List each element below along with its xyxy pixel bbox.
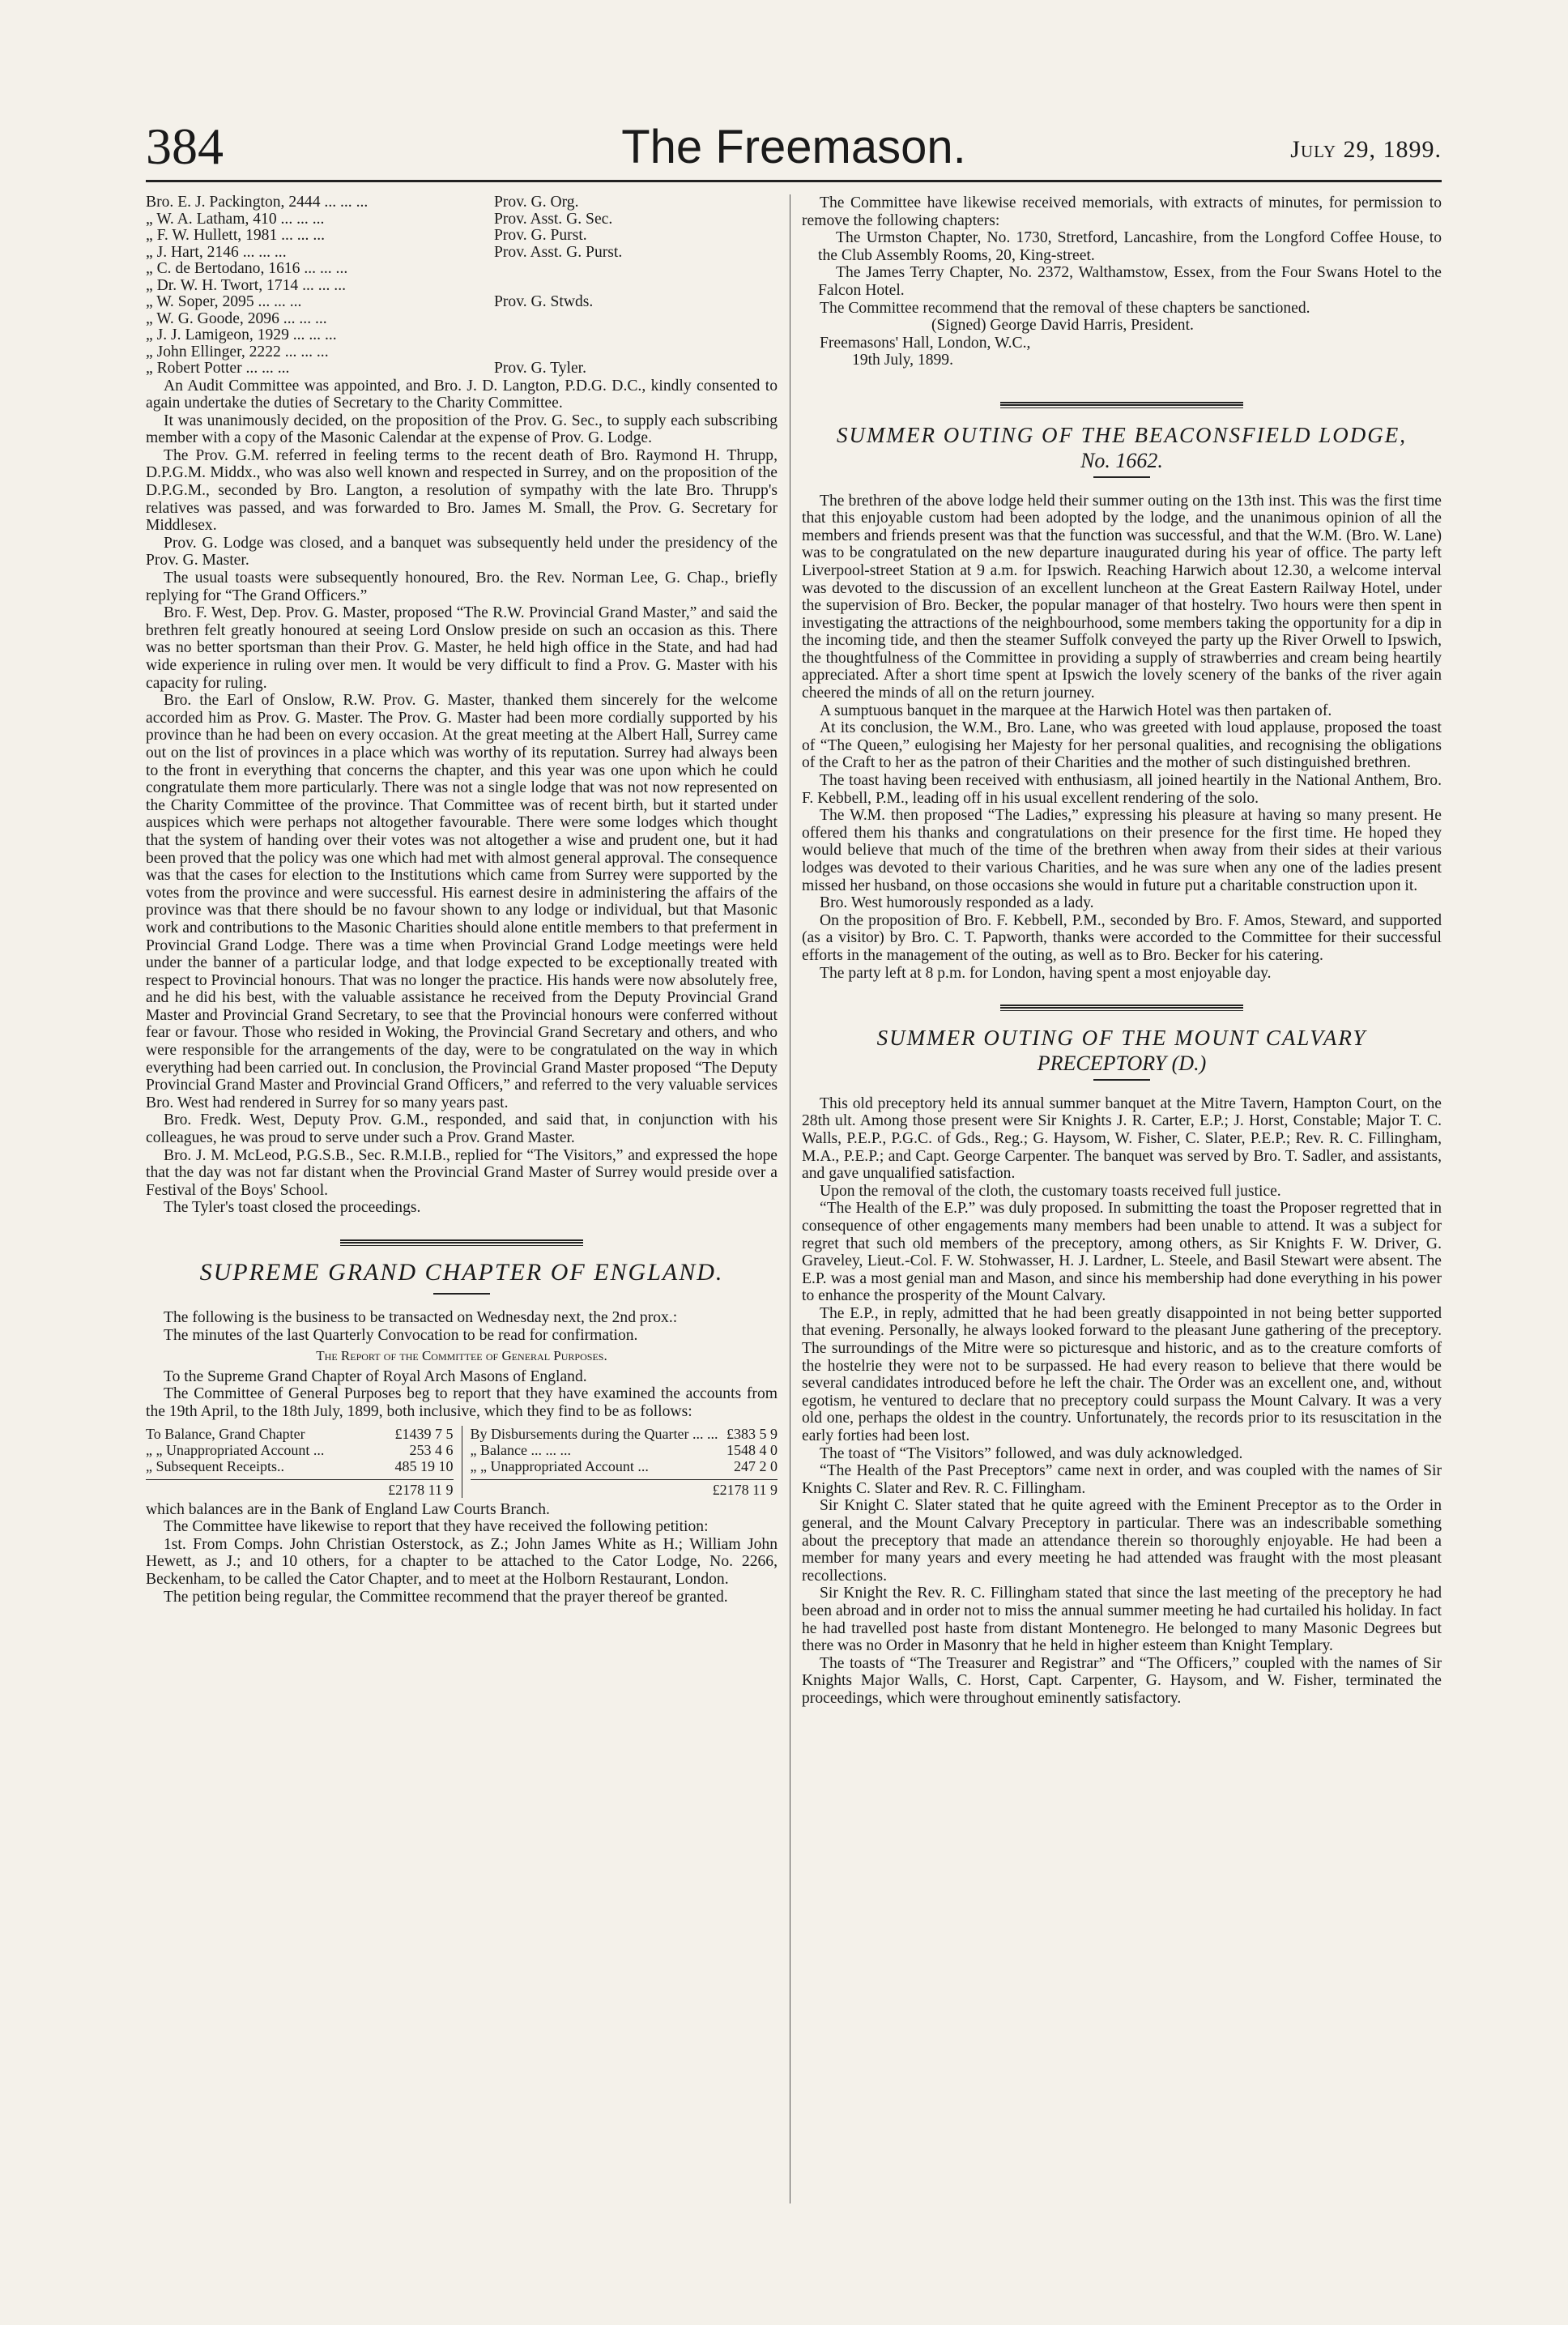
account-label: „ „ Unappropriated Account ...	[146, 1441, 325, 1458]
paragraph: The brethren of the above lodge held their summer outing on the 13th inst. This was the first time that this enjoyable custom had been adopted by the lodge, and the unanimous opinion of all the members and friends present was that the function was successful, and that the W.M. (Bro. W. Lane) was to be congratulated on the new departure inaugurated during his year of office. The party left Liverpool-street Station at 9 a.m. for Ipswich. Reaching Harwich about 12.30, a welcome interval was devoted to the discussion of an excellent luncheon at the Great Eastern Railway Hotel, under the supervision of Bro. Becker, the popular manager of that hostelry. Two hours were then spent in investigating the attractions of the neighbourhood, some members taking the opportunity for a dip in the incoming tide, and then the steamer Suffolk conveyed the party up the River Orwell to Ipswich, the thoughtfulness of the Committee in providing a supply of strawberries and cream being heartily appreciated. After a short time spent at Ipswich the lovely scenery of the banks of the river again cheered the minds of all on the return journey.	[802, 492, 1442, 702]
account-total: £2178 11 9	[471, 1479, 778, 1498]
account-total: £2178 11 9	[146, 1479, 454, 1498]
right-column	[802, 194, 1442, 1708]
paragraph: The Tyler's toast closed the proceedings.	[164, 1199, 421, 1217]
section-rule	[1000, 1005, 1243, 1011]
officer-name: „ John Ellinger, 2222 ... ... ...	[146, 343, 329, 360]
account-label: „ „ Unappropriated Account ...	[470, 1457, 649, 1474]
masthead-rule	[146, 180, 1442, 182]
officer-name: „ Robert Potter ... ... ...	[146, 360, 290, 377]
officer-rank: Prov. G. Purst.	[494, 227, 587, 244]
account-label: By Disbursements during the Quarter ... ...	[470, 1425, 718, 1442]
paragraph: Bro. Fredk. West, Deputy Prov. G.M., responded, and said that, in conjunction with his colleagues, he was proud to serve under such a Prov. Grand Master.	[146, 1111, 778, 1147]
officer-name: „ J. Hart, 2146 ... ... ...	[146, 243, 287, 261]
section-rule	[340, 1239, 583, 1246]
paragraph: The W.M. then proposed “The Ladies,” expressing his pleasure at having so many present. He offered them his thanks and congratulations on their presence for the first time. He hoped they would believe that much of the time of the brethren when away from their sides at their various lodges was devoted to their various Charities, and he was sure when any one of the ladies present missed her husband, on those occasions she would in future put a charitable construction upon it.	[802, 807, 1442, 894]
account-row	[146, 1442, 454, 1458]
section-rule	[1000, 402, 1243, 408]
paragraph: “The Health of the E.P.” was duly proposed. In submitting the toast the Proposer regretted that in consequence of other engagements many members had been unable to attend. It was a subject for regret that such old members of the preceptory, among others, as Sir Knights F. W. Driver, G. Graveley, Lieut.-Col. F. W. Stohwasser, H. J. Lardner, L. Steele, and Basil Stewart were absent. The E.P. was a most genial man and Mason, and since his membership had done everything in his power to enhance the prosperity of the Mount Calvary.	[802, 1200, 1442, 1305]
section-heading: SUMMER OUTING OF THE MOUNT CALVARY	[876, 1026, 1367, 1051]
accounts-disbursements	[462, 1426, 778, 1498]
officer-name: Bro. E. J. Packington, 2444 ... ... ...	[146, 194, 369, 211]
officers-list	[146, 194, 778, 378]
paragraph: Bro. J. M. McLeod, P.G.S.B., Sec. R.M.I.B., replied for “The Visitors,” and expressed the hope that the day was not far distant when the Provincial Grand Master of Surrey would preside over a Festival of the Boys' School.	[146, 1146, 778, 1199]
paragraph: “The Health of the Past Preceptors” came next in order, and was coupled with the names of Sir Knights C. Slater and Rev. R. C. Fillingham.	[802, 1462, 1442, 1497]
officer-rank: Prov. G. Tyler.	[494, 360, 587, 377]
officer-rank: Prov. G. Org.	[494, 194, 579, 211]
officer-rank	[494, 344, 778, 361]
account-row	[146, 1426, 454, 1442]
officer-name: „ W. A. Latham, 410 ... ... ...	[146, 210, 325, 228]
officer-rank	[494, 311, 778, 328]
paragraph: The James Terry Chapter, No. 2372, Walthamstow, Essex, from the Four Swans Hotel to the Falcon Hotel.	[818, 264, 1442, 299]
paragraph: The toast having been received with enthusiasm, all joined heartily in the National Anthem, Bro. F. Kebbell, P.M., leading off in his usual excellent rendering of the solo.	[802, 772, 1442, 807]
paragraph: It was unanimously decided, on the proposition of the Prov. G. Sec., to supply each subscribing member with a copy of the Masonic Calendar at the expense of Prov. G. Lodge.	[146, 412, 778, 447]
paragraph: The Committee have likewise received memorials, with extracts of minutes, for permission to remove the following chapters:	[802, 194, 1442, 229]
officer-name: „ F. W. Hullett, 1981 ... ... ...	[146, 227, 326, 244]
paragraph: Bro. West humorously responded as a lady.	[820, 894, 1094, 912]
account-row	[146, 1458, 454, 1474]
paragraph: Bro. F. West, Dep. Prov. G. Master, proposed “The R.W. Provincial Grand Master,” and said the brethren felt greatly honoured at seeing Lord Onslow preside on such an occasion as this. There was no better sportsman than their Prov. G. Master, he held high office in the State, and had had wide experience in ruling over men. It would be very difficult to find a Prov. G. Master with his capacity for ruling.	[146, 604, 778, 692]
paragraph: The Committee recommend that the removal of these chapters be sanctioned.	[820, 299, 1310, 317]
officer-rank	[494, 278, 778, 295]
short-rule	[1093, 1079, 1150, 1081]
paragraph: The Committee have likewise to report that they have received the following petition:	[164, 1518, 709, 1536]
paragraph: The minutes of the last Quarterly Convocation to be read for confirmation.	[164, 1326, 638, 1344]
short-rule	[1093, 476, 1150, 478]
officer-name: „ C. de Bertodano, 1616 ... ... ...	[146, 260, 348, 277]
issue-date: July 29, 1899.	[1290, 136, 1442, 163]
accounts-receipts	[146, 1426, 462, 1498]
account-amount: 1548 4 0	[726, 1441, 778, 1458]
officer-name: „ W. G. Goode, 2096 ... ... ...	[146, 309, 327, 327]
paragraph: On the proposition of Bro. F. Kebbell, P.M., seconded by Bro. F. Amos, Steward, and supported (as a visitor) by Bro. C. T. Papworth, thanks were accorded to the Committee for their successful efforts in the management of the outing, as well as to Bro. Becker for his catering.	[802, 911, 1442, 964]
account-label: „ Balance ... ... ...	[470, 1441, 571, 1458]
section-heading: SUPREME GRAND CHAPTER OF ENGLAND.	[199, 1259, 724, 1286]
paragraph: Sir Knight C. Slater stated that he quite agreed with the Eminent Preceptor as to the Order in general, and the Mount Calvary Preceptory in particular. There was an indescribable something about the preceptory that made an attendance therein so thoroughly enjoyable. He had been a member for many years and every meeting he had attended was fraught with the most pleasant recollections.	[802, 1497, 1442, 1585]
paragraph: which balances are in the Bank of England Law Courts Branch.	[146, 1500, 550, 1518]
officer-rank: Prov. G. Stwds.	[494, 293, 594, 310]
paragraph: A sumptuous banquet in the marquee at the Harwich Hotel was then partaken of.	[820, 702, 1332, 719]
officer-rank: Prov. Asst. G. Sec.	[494, 210, 613, 228]
paragraph: The Committee of General Purposes beg to report that they have examined the accounts from the 19th April, to the 18th July, 1899, both inclusive, which they find to be as follows:	[146, 1385, 778, 1420]
paragraph: The toast of “The Visitors” followed, and was duly acknowledged.	[820, 1444, 1243, 1462]
account-amount: 253 4 6	[409, 1441, 454, 1458]
paragraph: The usual toasts were subsequently honoured, Bro. the Rev. Norman Lee, G. Chap., briefly replying for “The Grand Officers.”	[146, 570, 778, 604]
section-subheading: No. 1662.	[1080, 448, 1163, 472]
short-rule	[433, 1293, 490, 1295]
left-column	[146, 194, 778, 1606]
officer-rank	[494, 327, 778, 344]
paragraph: Prov. G. Lodge was closed, and a banquet was subsequently held under the presidency of the Prov. G. Master.	[146, 534, 778, 570]
section-heading: SUMMER OUTING OF THE BEACONSFIELD LODGE,	[837, 422, 1407, 447]
officer-rank: Prov. Asst. G. Purst.	[494, 243, 623, 261]
officer-name: „ Dr. W. H. Twort, 1714 ... ... ...	[146, 276, 346, 294]
address-line: Freemasons' Hall, London, W.C.,	[820, 334, 1031, 352]
paragraph: The E.P., in reply, admitted that he had been greatly disappointed in not being better supported that evening. Personally, he always looked forward to the pleasant June gathering of the preceptory. The surroundings of the Mitre were so picturesque and historic, and as to the creature comforts of the hostelrie they were not to be surpassed. He had every reason to believe that there would be several candidates introduced before he left the chair. The Order was an excellent one, and, without egotism, he ventured to declare that no preceptory could surpass the Mount Calvary. It was a very old one, perhaps the oldest in the country. Unfortunately, the records prior to its resuscitation in the early forties had been lost.	[802, 1304, 1442, 1445]
paragraph: This old preceptory held its annual summer banquet at the Mitre Tavern, Hampton Court, on the 28th ult. Among those present were Sir Knights J. R. Carter, E.P.; J. Horst, Constable; Major T. C. Walls, P.E.P., P.G.C. of Gds., Reg.; G. Haysom, W. Fisher, C. Slater, P.E.P.; Rev. R. C. Fillingham, M.A., P.E.P.; and Capt. George Carpenter. The banquet was served by Bro. T. Sadler, and assistants, and gave unqualified satisfaction.	[802, 1094, 1442, 1183]
officer-name: „ W. Soper, 2095 ... ... ...	[146, 293, 302, 310]
account-amount: £1439 7 5	[394, 1425, 454, 1442]
account-row	[471, 1458, 778, 1474]
account-label: To Balance, Grand Chapter	[146, 1425, 305, 1442]
signature-line: (Signed) George David Harris, President.	[931, 317, 1194, 335]
paragraph: 1st. From Comps. John Christian Osterstock, as Z.; John James White as H.; William John Hewett, as J.; and 10 others, for a chapter to be attached to the Cator Lodge, No. 2266, Beckenham, to be called the Cator Chapter, and to meet at the Holborn Restaurant, London.	[146, 1535, 778, 1588]
paragraph: Upon the removal of the cloth, the customary toasts received full justice.	[820, 1182, 1281, 1200]
report-title: The Report of the Committee of General Purposes.	[316, 1348, 607, 1364]
paragraph: The Prov. G.M. referred in feeling terms to the recent death of Bro. Raymond H. Thrupp, D.P.G.M. Middx., who was also well known and respected in Surrey, and on the proposition of the D.P.G.M., seconded by Bro. Langton, a resolution of sympathy with the late Bro. Thrupp's relatives was passed, and was forwarded to Bro. James M. Small, the Prov. G. Secretary for Middlesex.	[146, 446, 778, 535]
officer-name: „ J. J. Lamigeon, 1929 ... ... ...	[146, 326, 337, 343]
account-amount: 247 2 0	[734, 1457, 778, 1474]
paragraph: The following is the business to be transacted on Wednesday next, the 2nd prox.:	[164, 1309, 678, 1326]
paragraph: Bro. the Earl of Onslow, R.W. Prov. G. Master, thanked them sincerely for the welcome accorded him as Prov. G. Master. The Prov. G. Master had been more cordially supported by his province than he had been on every occasion. At the great meeting at the Albert Hall, Surrey came out on the list of provinces in a place which was worthy of its reputation. Surrey had always been to the front in everything that concerns the chapter, and this year was one upon which he could congratulate them more particularly. There was not a single lodge that was not now represented on the Charity Committee of the province. That Committee was of recent birth, but it started under auspices which were perhaps not altogether favourable. There were some lodges which thought that the system of handing over their votes was not altogether a wise and prudent one, but it had been proved that the policy was one which had met with almost general approval. The consequence was that the cases for election to the Institutions which came from Surrey were supported by the votes from the province and were successful. His earnest desire in administering the affairs of the province was that there should be no favour shown to any lodge or individual, but that Masonic work and contributions to the Masonic Charities should alone entitle members to that preferment in Provincial Grand Lodge. There was a time when Provincial Grand Lodge meetings were held under the banner of a particular lodge, and that lodge expected to be exceptionally treated with respect to Provincial honours. That was no longer the practice. His hands were now absolutely free, and he did his best, with the valuable assistance he received from the Deputy Provincial Grand Master and Provincial Grand Secretary, to see that the Provincial honours were conferred without fear or favour. Those who resided in Woking, the Provincial Grand Secretary and others, and who were responsible for the arrangements of the day, were to be congratulated on the way in which everything had been carried out. In conclusion, the Provincial Grand Master proposed “The Deputy Provincial Grand Master and Provincial Grand Officers,” and referred to the very valuable services Bro. West had rendered in Surrey for so many years past.	[146, 692, 778, 1111]
account-row	[471, 1442, 778, 1458]
paragraph: At its conclusion, the W.M., Bro. Lane, who was greeted with loud applause, proposed the toast of “The Queen,” eulogising her Majesty for her personal qualities, and recognising the obligations of the Craft to her as the patron of their Charities and the mother of such distinguished brethren.	[802, 719, 1442, 772]
masthead	[146, 113, 1442, 186]
newspaper-title: The Freemason.	[621, 121, 966, 173]
account-row	[471, 1426, 778, 1442]
paragraph: An Audit Committee was appointed, and Bro. J. D. Langton, P.D.G. D.C., kindly consented to again undertake the duties of Secretary to the Charity Committee.	[146, 377, 778, 412]
officer-rank	[494, 261, 778, 278]
paragraph: The toasts of “The Treasurer and Registrar” and “The Officers,” coupled with the names of Sir Knights Major Walls, C. Horst, Capt. Carpenter, G. Haysom, and W. Fisher, terminated the proceedings, which were throughout eminently satisfactory.	[802, 1654, 1442, 1707]
paragraph: Sir Knight the Rev. R. C. Fillingham stated that since the last meeting of the preceptory he had been abroad and in order not to miss the annual summer meeting he had curtailed his holiday. In fact he had travelled post haste from distant Montenegro. He belonged to many Masonic Degrees but there was no Order in Masonry that he held in higher esteem than Knight Templary.	[802, 1585, 1442, 1655]
paragraph: To the Supreme Grand Chapter of Royal Arch Masons of England.	[164, 1367, 587, 1385]
account-amount: 485 19 10	[394, 1457, 454, 1474]
account-amount: £383 5 9	[726, 1425, 778, 1442]
date-line: 19th July, 1899.	[852, 352, 954, 369]
paragraph: The petition being regular, the Committee recommend that the prayer thereof be granted.	[164, 1588, 728, 1606]
accounts-table	[146, 1426, 778, 1498]
page-number: 384	[146, 117, 224, 175]
paragraph: The Urmston Chapter, No. 1730, Stretford, Lancashire, from the Longford Coffee House, to the Club Assembly Rooms, 20, King-street.	[818, 229, 1442, 264]
account-label: „ Subsequent Receipts..	[146, 1457, 284, 1474]
paragraph: The party left at 8 p.m. for London, having spent a most enjoyable day.	[820, 964, 1272, 982]
section-subheading: PRECEPTORY (D.)	[1037, 1052, 1207, 1076]
